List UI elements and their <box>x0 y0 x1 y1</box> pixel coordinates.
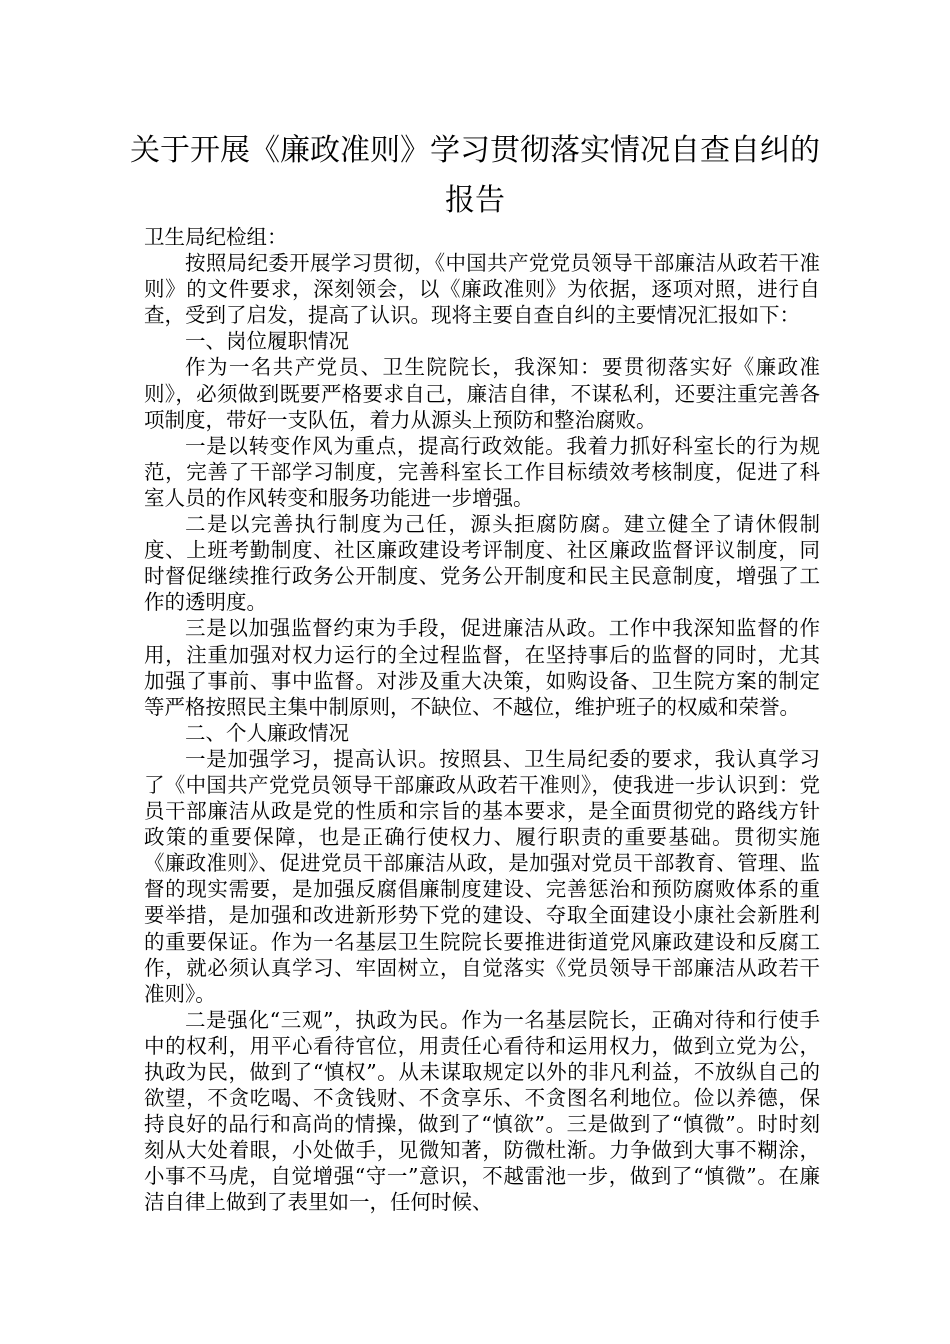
salutation: 卫生局纪检组： <box>144 225 288 249</box>
section-heading-2: 二、个人廉政情况 <box>185 720 349 745</box>
intro-paragraph: 按照局纪委开展学习贯彻，《中国共产党党员领导干部廉洁从政若干准则》的文件要求，深刻领会，以《廉政准则》为依据，逐项对照，进行自查，受到了启发，提高了认识。现将主要自查自纠的主要情况汇报如下： <box>144 251 820 328</box>
body-paragraph: 作为一名共产党员、卫生院院长，我深知：要贯彻落实好《廉政准则》，必须做到既要严格要求自己，廉洁自律，不谋私利，还要注重完善各项制度，带好一支队伍，着力从源头上预防和整治腐败。 <box>144 355 820 432</box>
document-body <box>144 224 820 1216</box>
body-paragraph: 二是强化“三观”，执政为民。作为一名基层院长，正确对待和行使手中的权利，用平心看待官位，用责任心看待和运用权力，做到立党为公，执政为民，做到了“慎权”。从未谋取规定以外的非凡利益，不放纵自己的欲望，不贪吃喝、不贪钱财、不贪享乐、不贪图名利地位。俭以养德，保持良好的品行和高尚的情操，做到了“慎欲”。三是做到了“慎微”。时时刻刻从大处着眼，小处做手，见微知著，防微杜渐。力争做到大事不糊涂，小事不马虎，自觉增强“守一”意识，不越雷池一步，做到了“慎微”。在廉洁自律上做到了表里如一，任何时候、 <box>144 1007 820 1215</box>
document-title-line-1: 关于开展《廉政准则》学习贯彻落实情况自查自纠的 <box>130 133 820 168</box>
document-title-line-2: 报告 <box>445 183 505 218</box>
body-paragraph: 三是以加强监督约束为手段，促进廉洁从政。工作中我深知监督的作用，注重加强对权力运行的全过程监督，在坚持事后的监督的同时，尤其加强了事前、事中监督。对涉及重大决策，如购设备、卫生院方案的制定等严格按照民主集中制原则，不缺位、不越位，维护班子的权威和荣誉。 <box>144 616 820 719</box>
body-paragraph: 二是以完善执行制度为己任，源头拒腐防腐。建立健全了请休假制度、上班考勤制度、社区廉政建设考评制度、社区廉政监督评议制度，同时督促继续推行政务公开制度、党务公开制度和民主民意制度，增强了工作的透明度。 <box>144 512 820 615</box>
section-heading-1: 一、岗位履职情况 <box>185 329 349 354</box>
body-paragraph: 一是以转变作风为重点，提高行政效能。我着力抓好科室长的行为规范，完善了干部学习制度，完善科室长工作目标绩效考核制度，促进了科室人员的作风转变和服务功能进一步增强。 <box>144 433 820 510</box>
body-paragraph: 一是加强学习，提高认识。按照县、卫生局纪委的要求，我认真学习了《中国共产党党员领导干部廉政从政若干准则》，使我进一步认识到：党员干部廉洁从政是党的性质和宗旨的基本要求，是全面贯彻党的路线方针政策的重要保障，也是正确行使权力、履行职责的重要基础。贯彻实施《廉政准则》、促进党员干部廉洁从政，是加强对党员干部教育、管理、监督的现实需要，是加强反腐倡廉制度建设、完善惩治和预防腐败体系的重要举措，是加强和改进新形势下党的建设、夺取全面建设小康社会新胜利的重要保证。作为一名基层卫生院院长要推进街道党风廉政建设和反腐工作，就必须认真学习、牢固树立，自觉落实《党员领导干部廉洁从政若干准则》。 <box>144 746 820 1006</box>
